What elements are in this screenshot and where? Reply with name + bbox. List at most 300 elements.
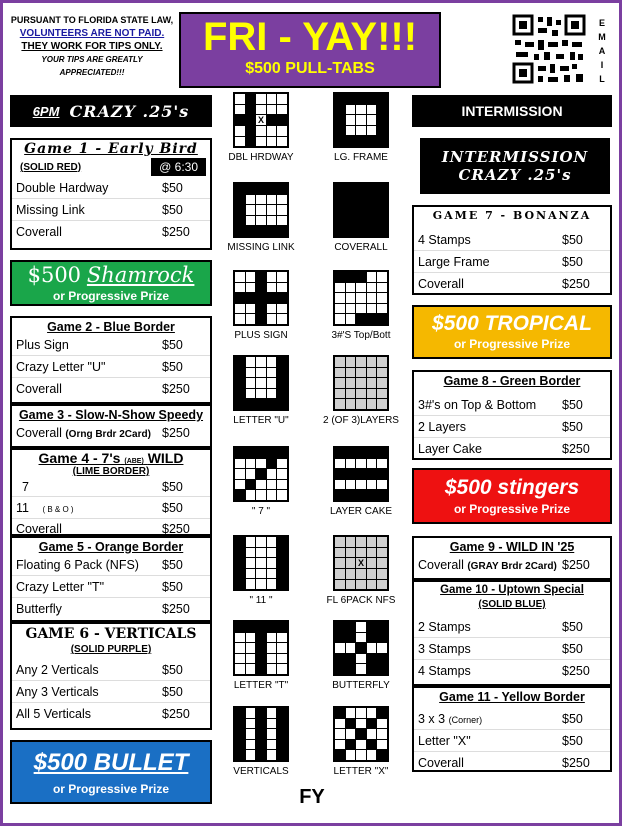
prize-amount: $250 bbox=[562, 277, 590, 291]
pattern-large-frame bbox=[333, 92, 389, 148]
pattern-cell bbox=[377, 105, 387, 115]
pattern-cell bbox=[277, 304, 287, 314]
pattern-cell bbox=[335, 283, 345, 293]
pattern-cell bbox=[246, 205, 256, 215]
prize-name: 2 Layers bbox=[418, 419, 466, 434]
email-letter: L bbox=[599, 74, 605, 84]
shamrock-name: Shamrock bbox=[86, 263, 195, 287]
pattern-cell bbox=[267, 105, 277, 115]
pattern-cell bbox=[346, 480, 356, 490]
pattern-cell bbox=[277, 378, 287, 388]
game11-card bbox=[412, 686, 612, 772]
pattern-cell bbox=[367, 105, 377, 115]
pattern-cell bbox=[335, 664, 345, 674]
prize-amount: $50 bbox=[562, 711, 583, 726]
pattern-cell bbox=[256, 654, 266, 664]
pattern-cell bbox=[356, 719, 366, 729]
pattern-cell bbox=[246, 283, 256, 293]
game4-sub: (LIME BORDER) bbox=[72, 466, 150, 477]
pattern-cell bbox=[277, 105, 287, 115]
pattern-cell bbox=[235, 448, 245, 458]
prize-name: Coverall bbox=[16, 522, 62, 536]
pattern-cell bbox=[367, 643, 377, 653]
pattern-cell bbox=[277, 643, 287, 653]
pattern-dbl-hardway-label: DBL HRDWAY bbox=[228, 152, 294, 163]
prize-row bbox=[414, 752, 610, 774]
pattern-missing-link bbox=[233, 182, 289, 238]
pattern-cell bbox=[246, 226, 256, 236]
pattern-cell bbox=[346, 558, 356, 568]
email-letter: I bbox=[600, 60, 604, 70]
pattern-cell bbox=[277, 357, 287, 367]
pattern-cell bbox=[246, 654, 256, 664]
pattern-cell bbox=[277, 654, 287, 664]
pattern-cell bbox=[267, 654, 277, 664]
pattern-cell bbox=[267, 579, 277, 589]
pattern-cell bbox=[277, 537, 287, 547]
prize-row bbox=[414, 416, 610, 438]
prize-amount: $50 bbox=[162, 684, 183, 699]
pattern-cell bbox=[377, 272, 387, 282]
pattern-cell bbox=[335, 537, 345, 547]
bullet-banner bbox=[10, 740, 212, 804]
pattern-cell bbox=[335, 490, 345, 500]
pattern-cell: X bbox=[257, 115, 264, 125]
pattern-cell bbox=[235, 105, 245, 115]
pattern-cell bbox=[377, 293, 387, 303]
pattern-cell bbox=[256, 469, 266, 479]
prize-row bbox=[12, 703, 210, 725]
pattern-cell bbox=[267, 205, 277, 215]
prize-name: Any 3 Verticals bbox=[16, 684, 99, 699]
pattern-cell bbox=[267, 304, 277, 314]
pattern-cell bbox=[356, 469, 366, 479]
prize-name: Butterfly bbox=[16, 602, 62, 616]
pattern-cell bbox=[377, 750, 387, 760]
pattern-cell bbox=[335, 105, 345, 115]
prize-amount: $50 bbox=[562, 419, 583, 434]
pattern-eleven-label: " 11 " bbox=[249, 595, 273, 606]
pattern-cell bbox=[235, 283, 245, 293]
pattern-cell bbox=[256, 448, 266, 458]
pattern-cell bbox=[377, 205, 387, 215]
prize-amount: $250 bbox=[162, 707, 190, 721]
pattern-cell bbox=[335, 480, 345, 490]
tips-notice bbox=[8, 14, 176, 79]
pattern-cell bbox=[277, 622, 287, 632]
stingers-name: $500 stingers bbox=[444, 476, 580, 499]
pattern-cell bbox=[335, 633, 345, 643]
pattern-cell bbox=[377, 357, 387, 367]
pattern-cell bbox=[267, 708, 277, 718]
pattern-cell bbox=[346, 184, 356, 194]
pattern-cell bbox=[267, 293, 277, 303]
notice-line: PURSUANT TO FLORIDA STATE LAW, bbox=[10, 15, 174, 25]
prize-row bbox=[12, 659, 210, 681]
pattern-cell bbox=[277, 579, 287, 589]
pattern-cell bbox=[277, 664, 287, 674]
pattern-cell bbox=[246, 633, 256, 643]
pattern-cell bbox=[267, 480, 277, 490]
pattern-cell bbox=[246, 293, 256, 303]
pattern-cell bbox=[377, 719, 387, 729]
pattern-cell bbox=[367, 378, 377, 388]
pattern-cell bbox=[356, 654, 366, 664]
pattern-cell bbox=[346, 272, 356, 282]
pattern-cell bbox=[377, 633, 387, 643]
pattern-cell bbox=[377, 548, 387, 558]
game8-card bbox=[412, 370, 612, 460]
game11-title: Game 11 - Yellow Border bbox=[439, 690, 585, 704]
pattern-cell bbox=[267, 184, 277, 194]
pattern-cell bbox=[367, 184, 377, 194]
pattern-cell bbox=[335, 654, 345, 664]
pattern-cell bbox=[367, 115, 377, 125]
pattern-cell bbox=[335, 216, 345, 226]
game6-title: GAME 6 - VERTICALS bbox=[25, 626, 197, 642]
pattern-cell bbox=[267, 548, 277, 558]
pattern-cell bbox=[256, 314, 266, 324]
shamrock-banner bbox=[10, 260, 212, 306]
pattern-cell bbox=[256, 216, 266, 226]
game2-card bbox=[10, 316, 212, 404]
prize-amount: $250 bbox=[562, 756, 590, 770]
pattern-cell bbox=[235, 558, 245, 568]
prize-name: Layer Cake bbox=[418, 442, 482, 456]
pattern-cell bbox=[267, 633, 277, 643]
pattern-cell bbox=[335, 226, 345, 236]
pattern-cell bbox=[356, 622, 366, 632]
pattern-cell bbox=[367, 205, 377, 215]
pattern-cell bbox=[377, 115, 387, 125]
pattern-cell bbox=[346, 368, 356, 378]
game4-title-note: (ABE) bbox=[124, 458, 144, 465]
prize-name: Large Frame bbox=[418, 254, 490, 269]
stingers-sub: or Progressive Prize bbox=[453, 502, 571, 516]
pattern-cell bbox=[256, 137, 266, 147]
stingers-banner bbox=[412, 468, 612, 524]
pattern-cell bbox=[346, 195, 356, 205]
prize-amount: $50 bbox=[162, 557, 183, 572]
game3-card bbox=[10, 404, 212, 448]
prize-amount: $250 bbox=[562, 664, 590, 678]
pattern-cell bbox=[267, 558, 277, 568]
pattern-cell bbox=[267, 195, 277, 205]
pattern-cell bbox=[377, 729, 387, 739]
pattern-cell bbox=[377, 490, 387, 500]
pattern-cell bbox=[377, 448, 387, 458]
prize-amount: $250 bbox=[562, 558, 590, 572]
pattern-cell bbox=[235, 569, 245, 579]
intermission-label: INTERMISSION bbox=[461, 103, 563, 119]
pattern-cell bbox=[277, 750, 287, 760]
pattern-cell bbox=[267, 94, 277, 104]
pattern-cell bbox=[267, 643, 277, 653]
pattern-cell bbox=[277, 226, 287, 236]
pattern-cell bbox=[356, 368, 366, 378]
pattern-cell bbox=[346, 357, 356, 367]
prize-amount: $50 bbox=[562, 397, 583, 412]
pattern-cell bbox=[235, 304, 245, 314]
pattern-cell bbox=[367, 126, 377, 136]
game3-title: Game 3 - Slow-N-Show Speedy bbox=[18, 408, 204, 422]
pattern-cell bbox=[367, 136, 377, 146]
prize-row bbox=[414, 638, 610, 660]
pattern-cell bbox=[356, 226, 366, 236]
pattern-cell bbox=[346, 205, 356, 215]
pattern-cell bbox=[235, 740, 245, 750]
prize-note: (Orng Brdr 2Card) bbox=[65, 429, 151, 440]
pattern-cell bbox=[356, 580, 366, 590]
pattern-cell bbox=[356, 314, 366, 324]
pattern-cell bbox=[235, 94, 245, 104]
pattern-cell bbox=[377, 368, 387, 378]
prize-name: Any 2 Verticals bbox=[16, 662, 99, 677]
pattern-cell bbox=[267, 283, 277, 293]
pattern-seven-label: " 7 " bbox=[251, 506, 271, 517]
pattern-cell bbox=[246, 378, 256, 388]
pattern-cell bbox=[367, 548, 377, 558]
page-title: FRI - YAY!!! bbox=[202, 15, 418, 59]
pattern-cell bbox=[356, 664, 366, 674]
pattern-cell bbox=[235, 633, 245, 643]
pattern-cell bbox=[267, 448, 277, 458]
pattern-cell bbox=[346, 459, 356, 469]
pattern-cell bbox=[277, 137, 287, 147]
pattern-cell bbox=[335, 459, 345, 469]
pattern-cell bbox=[377, 643, 387, 653]
pattern-cell bbox=[267, 729, 277, 739]
pattern-verticals bbox=[233, 706, 289, 762]
prize-amount: $250 bbox=[162, 382, 190, 396]
pattern-cell bbox=[235, 654, 245, 664]
pattern-cell bbox=[235, 548, 245, 558]
prize-row bbox=[414, 394, 610, 416]
intermission-header bbox=[412, 95, 612, 127]
pattern-cell bbox=[267, 272, 277, 282]
prize-name: 7 bbox=[22, 479, 29, 494]
pattern-cell bbox=[256, 184, 266, 194]
pattern-cell bbox=[235, 389, 245, 399]
pattern-cell bbox=[346, 490, 356, 500]
pattern-cell bbox=[377, 654, 387, 664]
email-letter: E bbox=[598, 18, 605, 28]
pattern-cell bbox=[277, 740, 287, 750]
pattern-cell bbox=[346, 389, 356, 399]
pattern-cell bbox=[335, 378, 345, 388]
prize-amount: $50 bbox=[562, 619, 583, 634]
pattern-cell bbox=[235, 729, 245, 739]
pattern-cell bbox=[367, 558, 377, 568]
prize-amount: $50 bbox=[162, 662, 183, 677]
notice-line: THEY WORK FOR TIPS ONLY. bbox=[21, 41, 163, 52]
tropical-banner bbox=[412, 305, 612, 359]
pattern-cell bbox=[267, 368, 277, 378]
pattern-cell bbox=[235, 368, 245, 378]
pattern-cell bbox=[367, 490, 377, 500]
prize-name: Coverall bbox=[16, 225, 62, 239]
pattern-cell bbox=[335, 580, 345, 590]
prize-row bbox=[12, 576, 210, 598]
pattern-cell bbox=[277, 205, 287, 215]
pattern-cell bbox=[346, 94, 356, 104]
pattern-cell bbox=[256, 569, 266, 579]
pattern-cell bbox=[256, 378, 266, 388]
pattern-cell bbox=[256, 708, 266, 718]
prize-amount: $50 bbox=[562, 254, 583, 269]
prize-row bbox=[12, 681, 210, 703]
session-title: CRAZY .25's bbox=[69, 101, 190, 121]
pattern-cell bbox=[346, 115, 356, 125]
pattern-floating-6pack bbox=[333, 535, 389, 591]
game9-card bbox=[412, 536, 612, 580]
pattern-cell bbox=[246, 115, 256, 125]
pattern-coverall bbox=[333, 182, 389, 238]
pattern-cell bbox=[256, 579, 266, 589]
pattern-cell bbox=[367, 304, 377, 314]
pattern-cell bbox=[346, 643, 356, 653]
pattern-cell bbox=[246, 357, 256, 367]
pattern-cell bbox=[346, 750, 356, 760]
pattern-cell bbox=[277, 115, 287, 125]
prize-row bbox=[12, 378, 210, 400]
pattern-cell bbox=[377, 126, 387, 136]
prize-row bbox=[12, 422, 210, 444]
prize-note: ( B & O ) bbox=[42, 504, 74, 514]
pattern-cell bbox=[277, 459, 287, 469]
pattern-cell bbox=[246, 569, 256, 579]
pattern-cell bbox=[367, 399, 377, 409]
pattern-cell bbox=[335, 184, 345, 194]
pattern-cell bbox=[356, 537, 366, 547]
footer-mark: FY bbox=[299, 786, 325, 808]
game6-sub: (SOLID PURPLE) bbox=[70, 644, 152, 655]
pattern-cell bbox=[335, 314, 345, 324]
pattern-cell bbox=[235, 216, 245, 226]
pattern-cell bbox=[335, 750, 345, 760]
pattern-cell bbox=[367, 389, 377, 399]
pattern-cell bbox=[246, 643, 256, 653]
pattern-cell bbox=[346, 719, 356, 729]
prize-name: Plus Sign bbox=[16, 337, 69, 352]
prize-row bbox=[414, 438, 610, 460]
page-subtitle: $500 PULL-TABS bbox=[245, 60, 375, 77]
prize-name: Crazy Letter "T" bbox=[16, 579, 105, 594]
prize-name: Coverall bbox=[418, 756, 464, 770]
pattern-cell bbox=[277, 469, 287, 479]
pattern-cell bbox=[335, 558, 345, 568]
prize-row bbox=[414, 229, 610, 251]
prize-amount: $250 bbox=[562, 442, 590, 456]
pattern-cell bbox=[235, 719, 245, 729]
pattern-cell bbox=[235, 195, 245, 205]
prize-amount: $250 bbox=[162, 522, 190, 536]
pattern-cell bbox=[267, 664, 277, 674]
pattern-cell bbox=[356, 195, 366, 205]
prize-name: Letter "X" bbox=[418, 733, 471, 748]
pattern-cell bbox=[256, 719, 266, 729]
pattern-cell bbox=[256, 293, 266, 303]
pattern-missing-link-label: MISSING LINK bbox=[227, 242, 295, 253]
pattern-cell bbox=[256, 304, 266, 314]
pattern-cell bbox=[346, 469, 356, 479]
email-letter: M bbox=[598, 32, 606, 42]
pattern-cell bbox=[277, 368, 287, 378]
pattern-cell bbox=[267, 719, 277, 729]
prize-name: 3 Stamps bbox=[418, 641, 471, 656]
pattern-cell bbox=[356, 126, 366, 136]
prize-name: Floating 6 Pack (NFS) bbox=[16, 557, 139, 572]
pattern-cell bbox=[346, 136, 356, 146]
pattern-cell bbox=[256, 664, 266, 674]
pattern-cell bbox=[246, 740, 256, 750]
pattern-cell bbox=[246, 448, 256, 458]
pattern-cell bbox=[367, 569, 377, 579]
pattern-cell bbox=[235, 226, 245, 236]
pattern-cell bbox=[235, 115, 245, 125]
game10-sub: (SOLID BLUE) bbox=[478, 599, 546, 610]
pattern-cell bbox=[377, 136, 387, 146]
title-banner bbox=[179, 12, 441, 88]
email-vertical[interactable] bbox=[596, 16, 608, 86]
prize-name: Crazy Letter "U" bbox=[16, 359, 106, 374]
pattern-cell bbox=[367, 654, 377, 664]
pattern-cell bbox=[356, 490, 366, 500]
pattern-coverall-label: COVERALL bbox=[334, 242, 388, 253]
pattern-cell bbox=[356, 216, 366, 226]
pattern-cell bbox=[235, 537, 245, 547]
pattern-cell bbox=[367, 195, 377, 205]
game10-title: Game 10 - Uptown Special bbox=[440, 584, 584, 596]
game4-card bbox=[10, 448, 212, 536]
notice-line: YOUR TIPS ARE GREATLY bbox=[41, 55, 143, 64]
pattern-cell bbox=[377, 480, 387, 490]
pattern-eleven bbox=[233, 535, 289, 591]
pattern-cell bbox=[267, 126, 277, 136]
pattern-cell bbox=[367, 480, 377, 490]
pattern-plus-sign bbox=[233, 270, 289, 326]
pattern-cell bbox=[235, 184, 245, 194]
pattern-cell bbox=[256, 94, 266, 104]
pattern-cell bbox=[246, 314, 256, 324]
pattern-cell bbox=[367, 729, 377, 739]
game5-title: Game 5 - Orange Border bbox=[38, 540, 184, 554]
pattern-cell bbox=[377, 740, 387, 750]
pattern-cell bbox=[367, 368, 377, 378]
prize-amount: $50 bbox=[162, 359, 183, 374]
pattern-cell bbox=[346, 226, 356, 236]
pattern-cell bbox=[356, 459, 366, 469]
pattern-cell bbox=[356, 357, 366, 367]
pattern-cell bbox=[356, 105, 366, 115]
pattern-cell bbox=[356, 378, 366, 388]
pattern-cell bbox=[277, 293, 287, 303]
pattern-cell bbox=[235, 378, 245, 388]
prize-amount: $50 bbox=[162, 500, 183, 515]
pattern-cell bbox=[246, 94, 256, 104]
game7-card bbox=[412, 205, 612, 295]
game1-time: @ 6:30 bbox=[151, 158, 206, 176]
pattern-cell bbox=[335, 293, 345, 303]
pattern-cell bbox=[367, 94, 377, 104]
pattern-cell bbox=[346, 708, 356, 718]
pattern-cell bbox=[367, 357, 377, 367]
pattern-cell bbox=[377, 216, 387, 226]
pattern-cell bbox=[267, 569, 277, 579]
prize-amount: $50 bbox=[562, 641, 583, 656]
pattern-cell bbox=[346, 622, 356, 632]
prize-amount: $50 bbox=[562, 232, 583, 247]
